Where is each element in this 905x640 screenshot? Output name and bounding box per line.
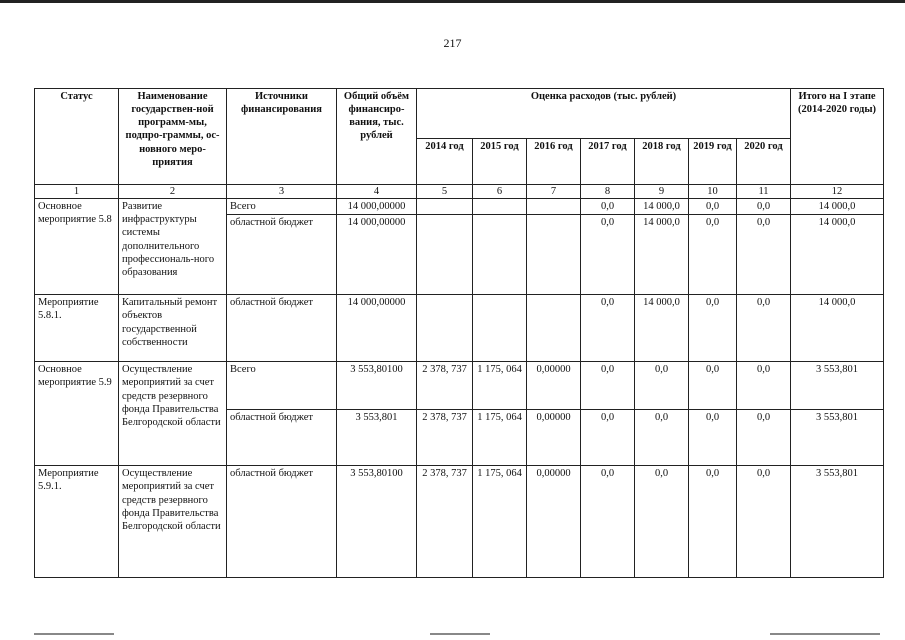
row-y2014: 2 378, 737 [417, 410, 473, 466]
row-y2016 [527, 199, 581, 215]
row-y2014: 2 378, 737 [417, 362, 473, 410]
row-source: областной бюджет [227, 410, 337, 466]
header-name: Наименование государствен-ной программ-мы, подпро-граммы, ос-новного меро-приятия [119, 89, 227, 185]
row-y2017: 0,0 [581, 466, 635, 578]
header-estimate: Оценка расходов (тыс. рублей) [417, 89, 791, 139]
row-y2016 [527, 215, 581, 295]
header-sources: Источники финансирования [227, 89, 337, 185]
column-number: 3 [227, 185, 337, 199]
row-y2016: 0,00000 [527, 466, 581, 578]
row-itogo: 3 553,801 [791, 466, 884, 578]
header-total: Общий объём финансиро-вания, тыс. рублей [337, 89, 417, 185]
row-total: 3 553,80100 [337, 466, 417, 578]
row-name: Капитальный ремонт объектов государственной собственности [119, 295, 227, 362]
column-number: 5 [417, 185, 473, 199]
row-y2018: 14 000,0 [635, 215, 689, 295]
row-y2015: 1 175, 064 [473, 466, 527, 578]
row-y2019: 0,0 [689, 199, 737, 215]
column-number: 11 [737, 185, 791, 199]
header-year: 2015 год [473, 139, 527, 185]
footer-rule-center [430, 633, 490, 635]
row-y2015 [473, 199, 527, 215]
row-y2015: 1 175, 064 [473, 362, 527, 410]
table-row [35, 466, 884, 578]
header-itogo: Итого на I этапе (2014-2020 годы) [791, 89, 884, 185]
row-total: 3 553,80100 [337, 362, 417, 410]
row-y2014 [417, 199, 473, 215]
header-year: 2014 год [417, 139, 473, 185]
row-y2016 [527, 295, 581, 362]
row-name: Осуществление мероприятий за счет средств резервного фонда Правительства Белгородской области [119, 362, 227, 466]
column-number: 4 [337, 185, 417, 199]
row-y2018: 14 000,0 [635, 199, 689, 215]
row-status: Мероприятие 5.9.1. [35, 466, 119, 578]
header-year: 2017 год [581, 139, 635, 185]
row-total: 14 000,00000 [337, 199, 417, 215]
row-y2017: 0,0 [581, 199, 635, 215]
column-number-row [35, 185, 884, 199]
footer-rule-left [34, 633, 114, 635]
row-y2015 [473, 215, 527, 295]
column-number: 12 [791, 185, 884, 199]
row-y2017: 0,0 [581, 215, 635, 295]
row-y2019: 0,0 [689, 466, 737, 578]
header-status: Статус [35, 89, 119, 185]
row-y2020: 0,0 [737, 295, 791, 362]
row-y2018: 14 000,0 [635, 295, 689, 362]
row-status: Основное мероприятие 5.9 [35, 362, 119, 466]
row-itogo: 14 000,0 [791, 215, 884, 295]
footer-rule-right [770, 633, 880, 635]
row-y2020: 0,0 [737, 199, 791, 215]
row-source: областной бюджет [227, 295, 337, 362]
column-number: 7 [527, 185, 581, 199]
column-number: 10 [689, 185, 737, 199]
row-y2017: 0,0 [581, 410, 635, 466]
row-name: Развитие инфраструктуры системы дополнительного профессиональ-ного образования [119, 199, 227, 295]
row-y2020: 0,0 [737, 215, 791, 295]
row-y2017: 0,0 [581, 362, 635, 410]
row-name: Осуществление мероприятий за счет средств резервного фонда Правительства Белгородской области [119, 466, 227, 578]
row-y2020: 0,0 [737, 466, 791, 578]
table-row [35, 295, 884, 362]
row-y2018: 0,0 [635, 362, 689, 410]
row-source: областной бюджет [227, 466, 337, 578]
row-y2019: 0,0 [689, 362, 737, 410]
row-y2016: 0,00000 [527, 362, 581, 410]
header-year: 2020 год [737, 139, 791, 185]
header-year: 2018 год [635, 139, 689, 185]
table-row [35, 362, 884, 410]
row-itogo: 3 553,801 [791, 410, 884, 466]
column-number: 6 [473, 185, 527, 199]
row-y2015 [473, 295, 527, 362]
row-y2019: 0,0 [689, 410, 737, 466]
row-itogo: 3 553,801 [791, 362, 884, 410]
column-number: 8 [581, 185, 635, 199]
header-year: 2016 год [527, 139, 581, 185]
row-source: областной бюджет [227, 215, 337, 295]
row-y2018: 0,0 [635, 410, 689, 466]
row-status: Основное мероприятие 5.8 [35, 199, 119, 295]
row-y2014: 2 378, 737 [417, 466, 473, 578]
row-y2020: 0,0 [737, 362, 791, 410]
row-y2019: 0,0 [689, 215, 737, 295]
row-status: Мероприятие 5.8.1. [35, 295, 119, 362]
top-border-line [0, 0, 905, 3]
row-y2014 [417, 215, 473, 295]
row-total: 3 553,801 [337, 410, 417, 466]
column-number: 9 [635, 185, 689, 199]
column-number: 1 [35, 185, 119, 199]
row-y2017: 0,0 [581, 295, 635, 362]
header-year: 2019 год [689, 139, 737, 185]
row-source: Всего [227, 199, 337, 215]
row-y2020: 0,0 [737, 410, 791, 466]
row-y2016: 0,00000 [527, 410, 581, 466]
row-source: Всего [227, 362, 337, 410]
row-total: 14 000,00000 [337, 295, 417, 362]
row-y2018: 0,0 [635, 466, 689, 578]
row-itogo: 14 000,0 [791, 199, 884, 215]
financing-table [34, 88, 884, 578]
page-number: 217 [443, 36, 462, 50]
row-total: 14 000,00000 [337, 215, 417, 295]
row-y2019: 0,0 [689, 295, 737, 362]
column-number: 2 [119, 185, 227, 199]
row-y2015: 1 175, 064 [473, 410, 527, 466]
table-row [35, 199, 884, 215]
row-itogo: 14 000,0 [791, 295, 884, 362]
row-y2014 [417, 295, 473, 362]
